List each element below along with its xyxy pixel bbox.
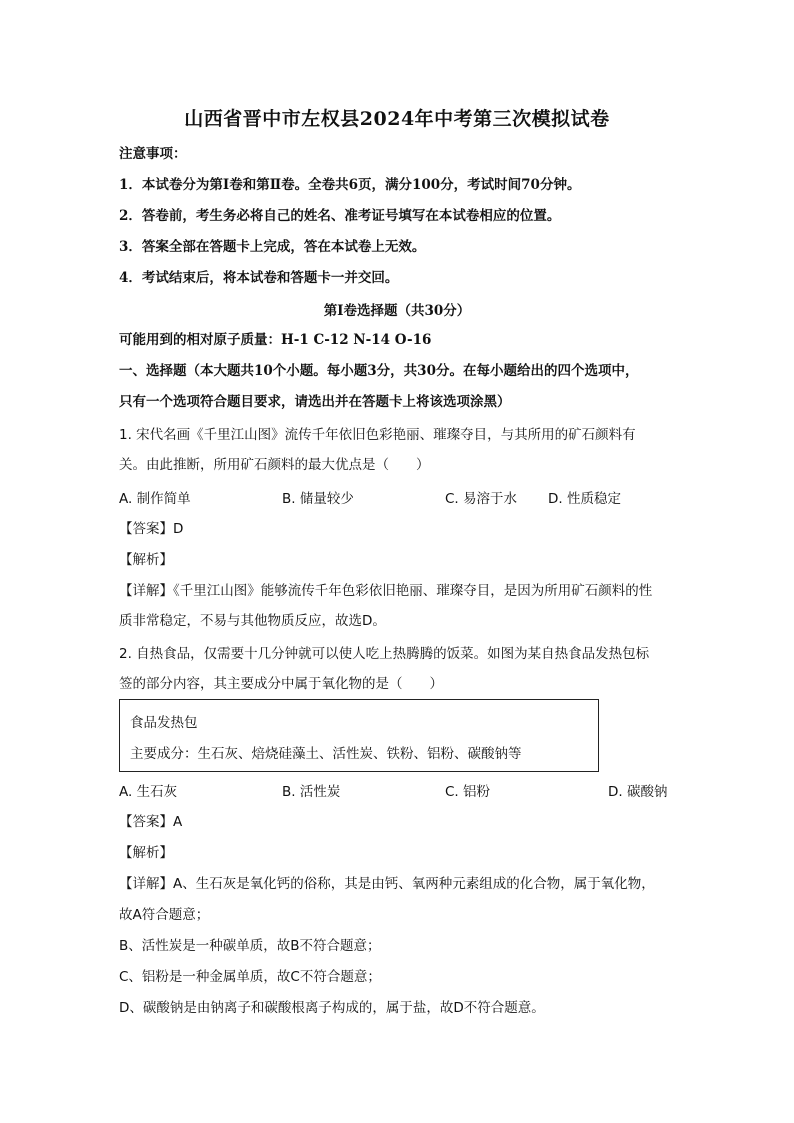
q2-option-b: B. 活性炭 (282, 784, 341, 800)
page-title: 山西省晋中市左权县2024年中考第三次模拟试卷 (184, 108, 610, 130)
notice-item: 2．答卷前，考生务必将自己的姓名、准考证号填写在本试卷相应的位置。 (119, 208, 561, 224)
notice-heading: 注意事项： (119, 146, 187, 162)
question-2-stem: 签的部分内容，其主要成分中属于氧化物的是（ ） (119, 676, 443, 692)
box-title: 食品发热包 (130, 715, 198, 731)
q2-analysis-label: 【解析】 (119, 845, 173, 861)
q1-analysis-label: 【解析】 (119, 552, 173, 568)
q2-option-a: A. 生石灰 (119, 784, 178, 800)
q2-detail: D、碳酸钠是由钠离子和碳酸根离子构成的，属于盐，故D不符合题意。 (119, 1000, 545, 1016)
notice-item: 4．考试结束后，将本试卷和答题卡一并交回。 (119, 270, 399, 286)
question-1-stem: 1. 宋代名画《千里江山图》流传千年依旧色彩艳丽、璀璨夺目，与其所用的矿石颜料有 (119, 427, 636, 443)
notice-item: 3．答案全部在答题卡上完成，答在本试卷上无效。 (119, 239, 426, 255)
notice-item: 1．本试卷分为第Ⅰ卷和第Ⅱ卷。全卷共6页，满分100分，考试时间70分钟。 (119, 177, 581, 193)
q1-option-d: D. 性质稳定 (548, 491, 621, 507)
q1-detail: 质非常稳定，不易与其他物质反应，故选D。 (119, 613, 386, 629)
q1-option-c: C. 易溶于水 (445, 491, 518, 507)
q1-option-a: A. 制作简单 (119, 491, 191, 507)
part-heading: 一、选择题（本大题共10个小题。每小题3分，共30分。在每小题给出的四个选项中， (119, 363, 639, 379)
heating-pack-label-box (119, 699, 599, 772)
q1-detail: 【详解】《千里江山图》能够流传千年色彩依旧艳丽、璀璨夺目，是因为所用矿石颜料的性 (119, 583, 653, 599)
q1-answer: 【答案】D (119, 521, 184, 537)
q2-detail: 【详解】A、生石灰是氧化钙的俗称，其是由钙、氧两种元素组成的化合物，属于氧化物， (119, 876, 655, 892)
atomic-masses: 可能用到的相对原子质量：H-1 C-12 N-14 O-16 (119, 332, 432, 348)
q2-detail: C、铝粉是一种金属单质，故C不符合题意； (119, 969, 381, 985)
q2-detail: 故A符合题意； (119, 907, 210, 923)
section-title: 第Ⅰ卷选择题（共30分） (323, 303, 471, 319)
q2-option-d: D. 碳酸钠 (608, 784, 668, 800)
question-2-stem: 2. 自热食品，仅需要十几分钟就可以使人吃上热腾腾的饭菜。如图为某自热食品发热包标 (119, 646, 650, 662)
question-1-stem: 关。由此推断，所用矿石颜料的最大优点是（ ） (119, 457, 430, 473)
q2-detail: B、活性炭是一种碳单质，故B不符合题意； (119, 938, 381, 954)
q1-option-b: B. 储量较少 (282, 491, 354, 507)
q2-answer: 【答案】A (119, 814, 183, 830)
q2-option-c: C. 铝粉 (445, 784, 491, 800)
box-content: 主要成分：生石灰、焙烧硅藻土、活性炭、铁粉、铝粉、碳酸钠等 (130, 746, 522, 762)
part-heading: 只有一个选项符合题目要求，请选出并在答题卡上将该选项涂黑） (119, 394, 511, 410)
